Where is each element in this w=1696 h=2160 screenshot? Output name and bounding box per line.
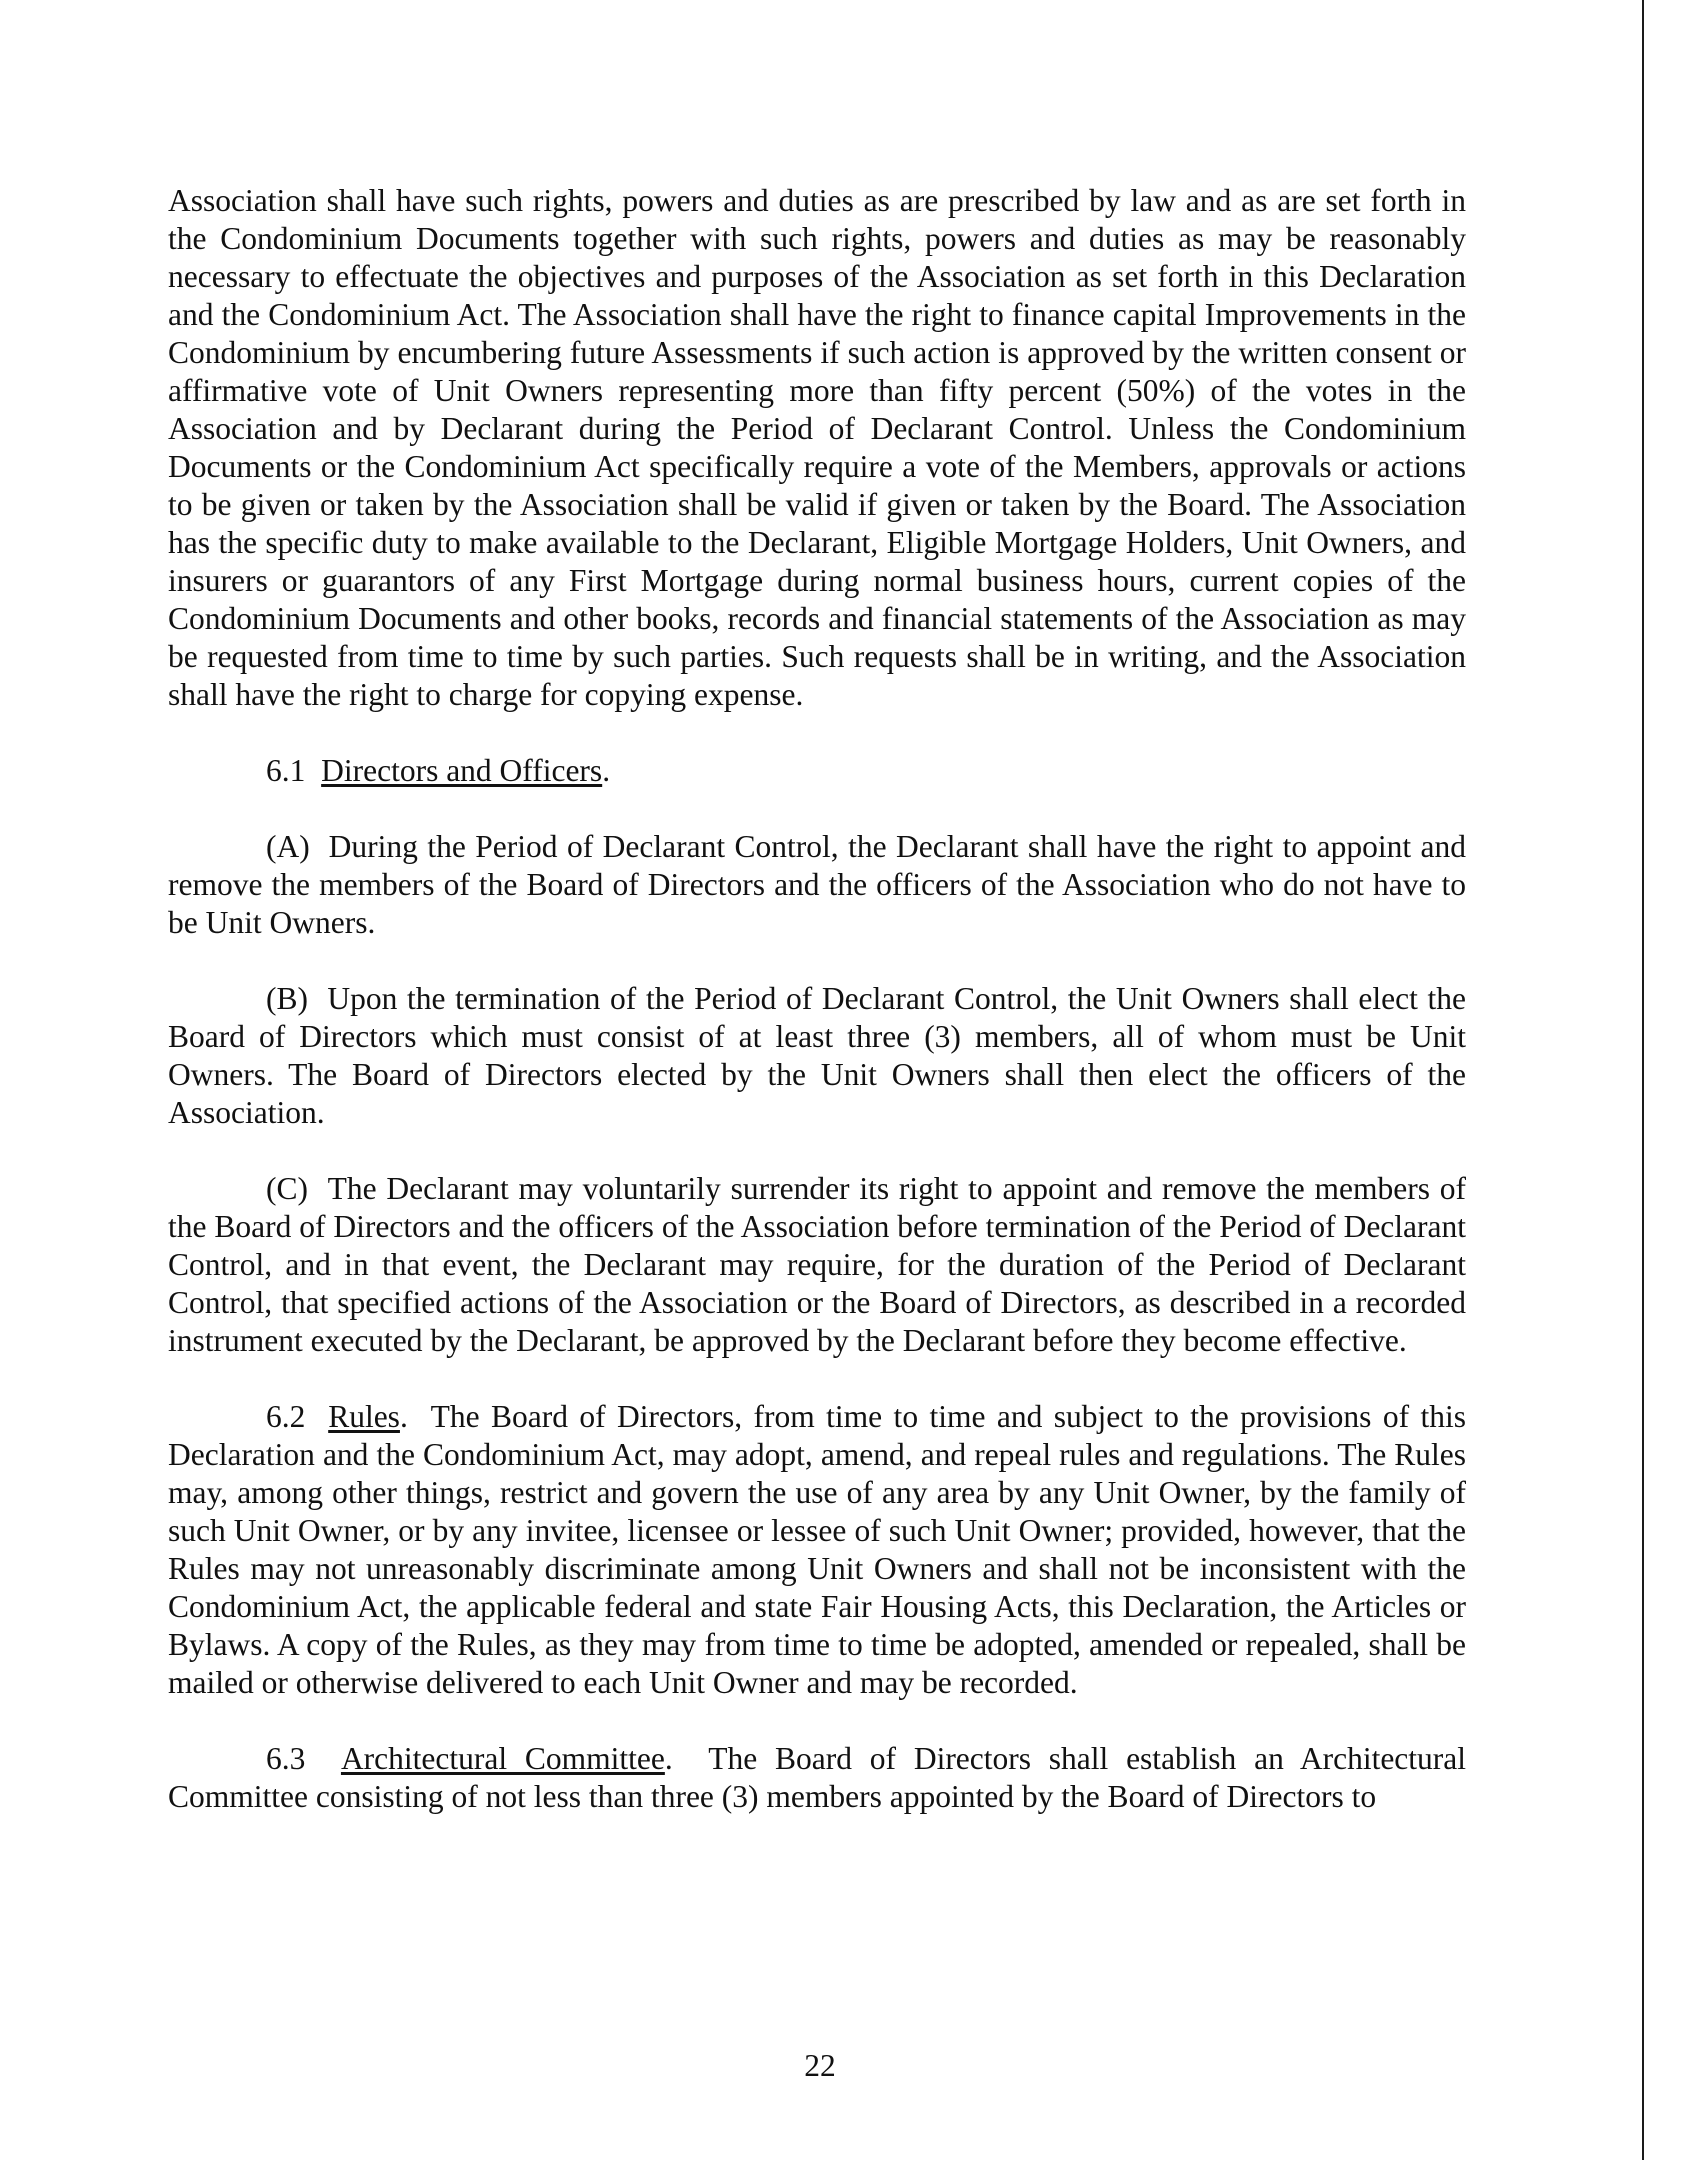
section-6-1-heading: [168, 752, 1466, 790]
section-6-2-title: Rules: [328, 1399, 400, 1434]
section-6-3-text: The Board of Directors shall establish an Architectural Committee consisting of not less than three (3) members appointed by the Board of Directors to: [168, 1741, 1467, 1814]
document-body: [168, 182, 1466, 1816]
section-6-3: [168, 1740, 1466, 1816]
section-6-2: [168, 1398, 1466, 1702]
section-6-1-b: [168, 980, 1466, 1132]
section-6-3-number: 6.3: [266, 1741, 306, 1776]
section-6-1-a: [168, 828, 1466, 942]
section-6-1-a-label: (A): [266, 829, 310, 864]
section-6-3-title-punct: .: [664, 1741, 673, 1776]
section-6-1-title: Directors and Officers: [321, 753, 603, 788]
section-6-1-number: 6.1: [266, 753, 306, 788]
opening-paragraph: Association shall have such rights, powers and duties as are prescribed by law and as are set forth in the Condominium Documents together with such rights, powers and duties as may be reasonably necessary to effectuate the objectives and purposes of the Association as set forth in this Declaration and the Condominium Act. The Association shall have the right to finance capital Improvements in the Condominium by encumbering future Assessments if such action is approved by the written consent or affirmative vote of Unit Owners representing more than fifty percent (50%) of the votes in the Association and by Declarant during the Period of Declarant Control. Unless the Condominium Documents or the Condominium Act specifically require a vote of the Members, approvals or actions to be given or taken by the Association shall be valid if given or taken by the Board. The Association has the specific duty to make available to the Declarant, Eligible Mortgage Holders, Unit Owners, and insurers or guarantors of any First Mortgage during normal business hours, current copies of the Condominium Documents and other books, records and financial statements of the Association as may be requested from time to time by such parties. Such requests shall be in writing, and the Association shall have the right to charge for copying expense.: [168, 183, 1466, 712]
section-6-2-text: The Board of Directors, from time to time and subject to the provisions of this Declaration and the Condominium Act, may adopt, amend, and repeal rules and regulations. The Rules may, among other things, restrict and govern the use of any area by any Unit Owner, by the family of such Unit Owner, or by any invitee, licensee or lessee of such Unit Owner; provided, however, that the Rules may not unreasonably discriminate among Unit Owners and shall not be inconsistent with the Condominium Act, the applicable federal and state Fair Housing Acts, this Declaration, the Articles or Bylaws. A copy of the Rules, as they may from time to time be adopted, amended or repealed, shall be mailed or otherwise delivered to each Unit Owner and may be recorded.: [168, 1399, 1466, 1700]
scan-edge-margin: [1644, 0, 1696, 2160]
section-6-1-b-text: Upon the termination of the Period of Declarant Control, the Unit Owners shall elect the Board of Directors which must consist of at least three (3) members, all of whom must be Unit Owners. The Board of Directors elected by the Unit Owners shall then elect the officers of the Association.: [168, 981, 1467, 1130]
section-6-1-c: [168, 1170, 1466, 1360]
page-number: 22: [804, 2048, 836, 2083]
section-6-1-c-text: The Declarant may voluntarily surrender its right to appoint and remove the members of the Board of Directors and the officers of the Association before termination of the Period of Declarant Control, and in that event, the Declarant may require, for the duration of the Period of Declarant Control, that specified actions of the Association or the Board of Directors, as described in a recorded instrument executed by the Declarant, be approved by the Declarant before they become effective.: [168, 1171, 1467, 1358]
section-6-1-a-text: During the Period of Declarant Control, the Declarant shall have the right to appoint and remove the members of the Board of Directors and the officers of the Association who do not have to be Unit Owners.: [168, 829, 1467, 940]
section-6-1-c-label: (C): [266, 1171, 308, 1206]
section-6-2-title-punct: .: [399, 1399, 408, 1434]
section-6-3-title: Architectural Committee: [340, 1741, 665, 1776]
section-6-2-number: 6.2: [266, 1399, 306, 1434]
section-6-1-b-label: (B): [266, 981, 308, 1016]
section-6-1-title-punct: .: [602, 753, 611, 788]
